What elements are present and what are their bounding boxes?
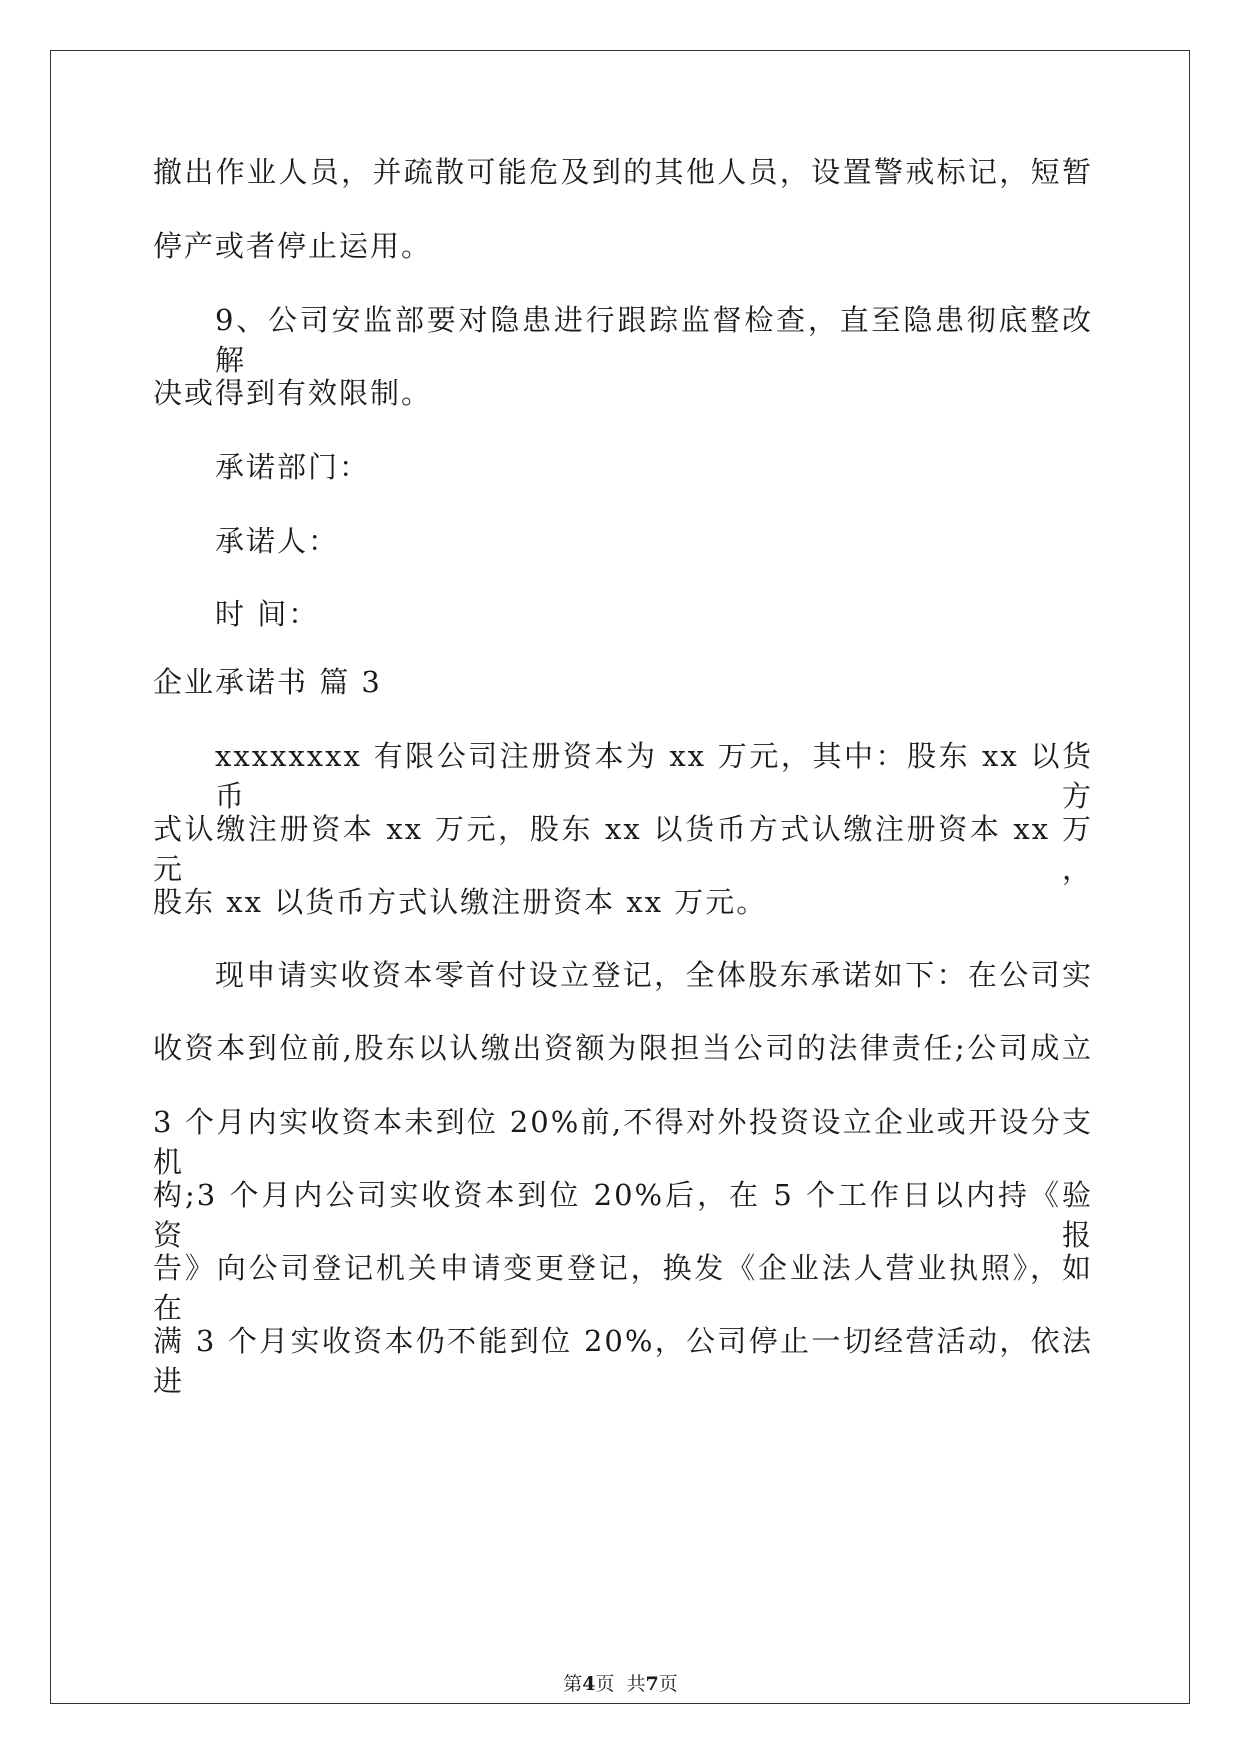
paragraph-line-16: 告》向公司登记机关申请变更登记，换发《企业法人营业执照》，如在 — [153, 1251, 1093, 1325]
footer-suffix: 页 — [658, 1673, 678, 1695]
paragraph-line-4: 决或得到有效限制。 — [153, 376, 433, 410]
paragraph-line-3: 9、公司安监部要对隐患进行跟踪监督检查，直至隐患彻底整改解 — [215, 303, 1093, 377]
paragraph-line-11: 股东 xx 以货币方式认缴注册资本 xx 万元。 — [153, 885, 768, 919]
paragraph-line-17: 满 3 个月实收资本仍不能到位 20%，公司停止一切经营活动，依法进 — [153, 1324, 1093, 1398]
paragraph-line-2: 停产或者停止运用。 — [153, 229, 433, 263]
total-pages-number: 7 — [645, 1673, 659, 1695]
paragraph-line-1: 撤出作业人员，并疏散可能危及到的其他人员，设置警戒标记，短暂 — [153, 155, 1093, 189]
page-footer — [0, 1672, 1241, 1696]
paragraph-line-14: 3 个月内实收资本未到位 20%前,不得对外投资设立企业或开设分支机 — [153, 1105, 1093, 1179]
date-label: 时 间： — [215, 597, 320, 631]
current-page-number: 4 — [582, 1673, 596, 1695]
footer-prefix: 第 — [563, 1673, 583, 1695]
pledge-department-label: 承诺部门： — [215, 450, 371, 484]
paragraph-line-9: xxxxxxxx 有限公司注册资本为 xx 万元，其中：股东 xx 以货币方 — [215, 739, 1093, 813]
paragraph-line-13: 收资本到位前,股东以认缴出资额为限担当公司的法律责任;公司成立 — [153, 1031, 1093, 1065]
section-heading: 企业承诺书 篇 3 — [153, 665, 382, 699]
paragraph-line-10: 式认缴注册资本 xx 万元，股东 xx 以货币方式认缴注册资本 xx 万元， — [153, 812, 1093, 886]
paragraph-line-15: 构;3 个月内公司实收资本到位 20%后，在 5 个工作日以内持《验资报 — [153, 1178, 1093, 1252]
pledger-label: 承诺人： — [215, 524, 340, 558]
footer-mid: 页 共 — [595, 1673, 646, 1695]
paragraph-line-12: 现申请实收资本零首付设立登记，全体股东承诺如下：在公司实 — [215, 958, 1093, 992]
